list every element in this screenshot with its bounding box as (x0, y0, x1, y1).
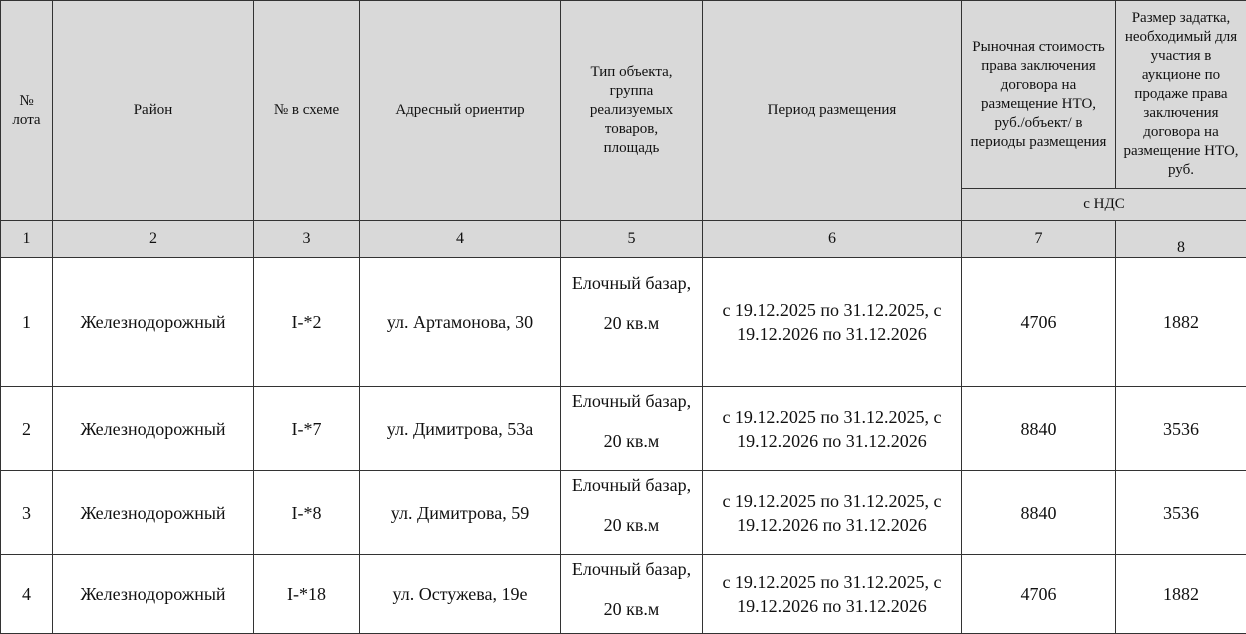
address-cell: ул. Димитрова, 59 (360, 471, 561, 555)
object-type-cell (561, 555, 703, 634)
object-area: 20 кв.м (565, 513, 698, 537)
column-number-row (1, 221, 1246, 258)
scheme-cell: I-*7 (254, 387, 360, 471)
table-row (1, 387, 1246, 471)
header-market-value: Рыночная стоимость права заключения договора на размещение НТО, руб./объект/ в периоды размещения (962, 1, 1116, 189)
lot-cell: 3 (1, 471, 53, 555)
period-cell: с 19.12.2025 по 31.12.2025, с 19.12.2026 по 31.12.2026 (703, 258, 962, 387)
scheme-cell: I-*18 (254, 555, 360, 634)
lot-cell: 4 (1, 555, 53, 634)
object-type-label: Елочный базар, (572, 273, 691, 293)
object-type-cell (561, 471, 703, 555)
header-vat-note: с НДС (962, 189, 1246, 221)
header-lot-no: № лота (1, 1, 53, 221)
market-value-cell: 8840 (962, 387, 1116, 471)
object-type-label: Елочный базар, (572, 559, 691, 579)
district-cell: Железнодорожный (53, 387, 254, 471)
column-number: 6 (703, 221, 962, 258)
object-type-label: Елочный базар, (572, 475, 691, 495)
object-type-cell (561, 258, 703, 387)
header-object-type: Тип объекта, группа реализуемых товаров, площадь (561, 1, 703, 221)
header-district: Район (53, 1, 254, 221)
deposit-cell: 1882 (1116, 555, 1246, 634)
column-number: 4 (360, 221, 561, 258)
market-value-cell: 4706 (962, 258, 1116, 387)
column-number: 1 (1, 221, 53, 258)
district-cell: Железнодорожный (53, 471, 254, 555)
header-period: Период размещения (703, 1, 962, 221)
column-number: 7 (962, 221, 1116, 258)
district-cell: Железнодорожный (53, 258, 254, 387)
period-cell: с 19.12.2025 по 31.12.2025, с 19.12.2026 по 31.12.2026 (703, 471, 962, 555)
deposit-cell: 1882 (1116, 258, 1246, 387)
period-cell: с 19.12.2025 по 31.12.2025, с 19.12.2026 по 31.12.2026 (703, 387, 962, 471)
table-row (1, 258, 1246, 387)
object-area: 20 кв.м (565, 597, 698, 621)
deposit-cell: 3536 (1116, 387, 1246, 471)
column-number: 2 (53, 221, 254, 258)
lot-cell: 1 (1, 258, 53, 387)
address-cell: ул. Димитрова, 53а (360, 387, 561, 471)
deposit-cell: 3536 (1116, 471, 1246, 555)
column-number: 8 (1116, 221, 1246, 258)
district-cell: Железнодорожный (53, 555, 254, 634)
address-cell: ул. Артамонова, 30 (360, 258, 561, 387)
lot-cell: 2 (1, 387, 53, 471)
scheme-cell: I-*2 (254, 258, 360, 387)
header-deposit: Размер задатка, необходимый для участия в аукционе по продаже права заключения договора на размещение НТО, руб. (1116, 1, 1246, 189)
object-area: 20 кв.м (565, 311, 698, 335)
object-type-label: Елочный базар, (572, 391, 691, 411)
table-row (1, 471, 1246, 555)
scheme-cell: I-*8 (254, 471, 360, 555)
object-area: 20 кв.м (565, 429, 698, 453)
column-number: 5 (561, 221, 703, 258)
header-scheme-no: № в схеме (254, 1, 360, 221)
header-address: Адресный ориентир (360, 1, 561, 221)
table-row (1, 555, 1246, 634)
column-number: 3 (254, 221, 360, 258)
object-type-cell (561, 387, 703, 471)
period-cell: с 19.12.2025 по 31.12.2025, с 19.12.2026 по 31.12.2026 (703, 555, 962, 634)
address-cell: ул. Остужева, 19е (360, 555, 561, 634)
market-value-cell: 4706 (962, 555, 1116, 634)
market-value-cell: 8840 (962, 471, 1116, 555)
